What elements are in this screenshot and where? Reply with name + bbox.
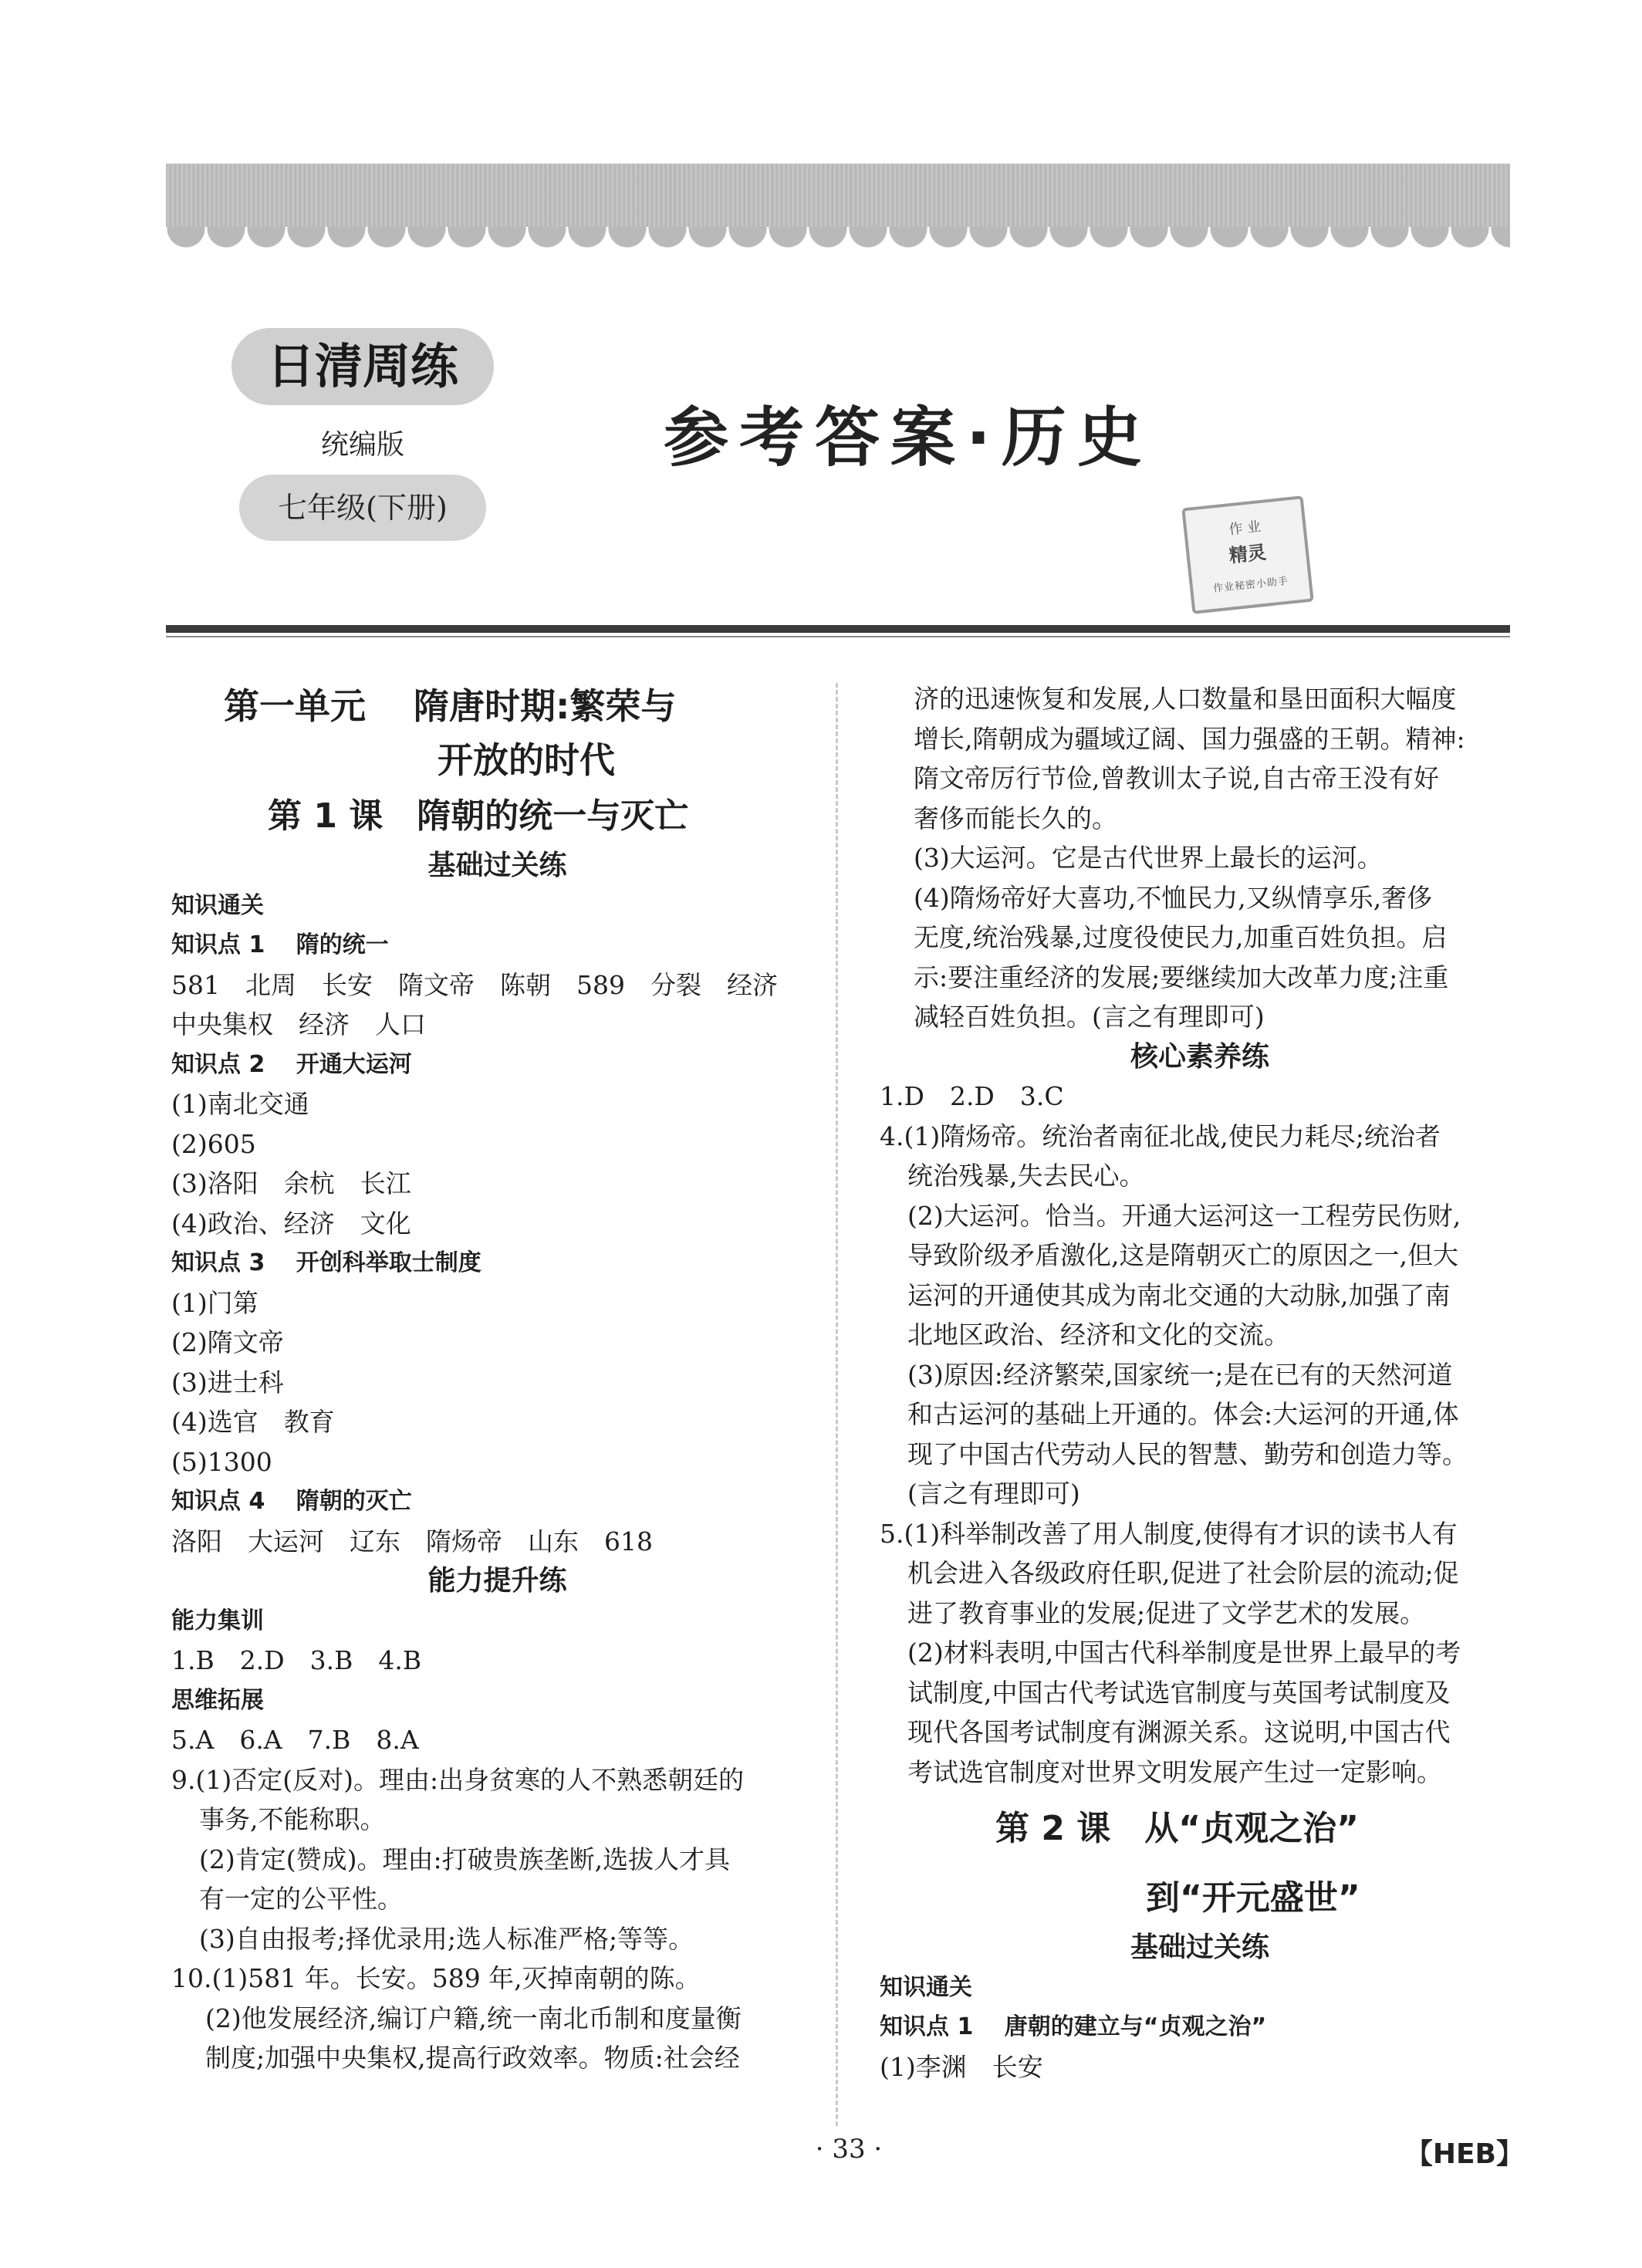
section-basic-2: 基础过关练: [1130, 1932, 1269, 1963]
stamp-line-2: 精灵: [1228, 540, 1268, 567]
section-ability: 能力提升练: [427, 1565, 567, 1597]
ability-answers: 1.B 2.D 3.B 4.B: [171, 1645, 422, 1675]
q10-line-1: 10.(1)581 年。长安。589 年,灭掉南朝的陈。: [171, 1963, 701, 1993]
unit-title-line1: 第一单元 隋唐时期:繁荣与: [224, 685, 677, 727]
stamp-line-1: 作 业: [1228, 519, 1262, 539]
knowledge-point-1: 知识点 1 隋的统一: [171, 931, 389, 958]
r-line-8: 示:要注重经济的发展;要继续加大改革力度;注重: [914, 962, 1449, 992]
q9-line-2: 事务,不能称职。: [199, 1804, 386, 1834]
r-line-1: 济的迅速恢复和发展,人口数量和垦田面积大幅度: [914, 684, 1457, 714]
knowledge-heading-2: 知识通关: [880, 1973, 972, 2001]
column-divider: [836, 683, 838, 2126]
r-line-7: 无度,统治残暴,过度役使民力,加重百姓负担。启: [914, 922, 1448, 952]
core-answers: 1.D 2.D 3.C: [880, 1081, 1064, 1111]
ability-heading: 能力集训: [171, 1607, 264, 1634]
right-column: [880, 679, 1520, 2087]
kp2-answer-1: (1)南北交通: [171, 1089, 309, 1119]
q4-line-9: 现了中国古代劳动人民的智慧、勤劳和创造力等。: [907, 1438, 1468, 1469]
kp3-answer-2: (2)隋文帝: [171, 1327, 284, 1357]
knowledge-heading: 知识通关: [171, 891, 264, 919]
r-line-6: (4)隋炀帝好大喜功,不恤民力,又纵情享乐,奢侈: [914, 882, 1433, 913]
q4-line-7: (3)原因:经济繁荣,国家统一;是在已有的天然河道: [907, 1359, 1453, 1390]
q5-line-7: 考试选官制度对世界文明发展产生过一定影响。: [907, 1756, 1442, 1787]
q5-line-3: 进了教育事业的发展;促进了文学艺术的发展。: [907, 1597, 1426, 1628]
grade-label: 七年级(下册): [239, 475, 486, 541]
q4-line-5: 运河的开通使其成为南北交通的大动脉,加强了南: [907, 1279, 1451, 1310]
kp2-answer-2: (2)605: [171, 1128, 256, 1159]
kp1-answer-2: 中央集权 经济 人口: [171, 1009, 426, 1039]
q4-line-10: (言之有理即可): [907, 1479, 1080, 1509]
knowledge-point-4: 知识点 4 隋朝的灭亡: [171, 1488, 412, 1515]
q5-line-5: 试制度,中国古代考试选官制度与英国考试制度及: [907, 1677, 1451, 1708]
q9-line-4: 有一定的公平性。: [199, 1884, 403, 1914]
r-line-3: 隋文帝厉行节俭,曾教训太子说,自古帝王没有好: [914, 763, 1439, 793]
unit-title-line2: 开放的时代: [438, 739, 615, 781]
kp3-answer-3: (3)进士科: [171, 1367, 284, 1398]
brand-name: 日清周练: [266, 338, 458, 394]
q5-line-4: (2)材料表明,中国古代科举制度是世界上最早的考: [907, 1638, 1461, 1668]
q4-line-2: 统治残暴,失去民心。: [907, 1161, 1145, 1191]
lesson-1-title: 第 1 课 隋朝的统一与灭亡: [268, 796, 689, 836]
knowledge-point-2: 知识点 2 开通大运河: [171, 1050, 412, 1078]
q4-line-6: 北地区政治、经济和文化的交流。: [907, 1320, 1289, 1350]
q5-line-2: 机会进入各级政府任职,促进了社会阶层的流动;促: [907, 1558, 1459, 1588]
r-line-9: 减轻百姓负担。(言之有理即可): [914, 1002, 1265, 1032]
q9-line-3: (2)肯定(赞成)。理由:打破贵族垄断,选拔人才具: [199, 1844, 731, 1874]
stamp-line-3: 作业秘密小助手: [1212, 575, 1289, 595]
q10-line-3: 制度;加强中央集权,提高行政效率。物质:社会经: [205, 2043, 740, 2073]
kp2-answer-4: (4)政治、经济 文化: [171, 1208, 411, 1239]
thinking-answers: 5.A 6.A 7.B 8.A: [171, 1725, 419, 1755]
kp3-answer-4: (4)选官 教育: [171, 1407, 335, 1437]
lesson-2-title-line2: 到“开元盛世”: [1146, 1878, 1360, 1918]
edition-label: 统编版: [320, 429, 404, 461]
header-rule: [166, 625, 1510, 633]
q4-line-4: 导致阶级矛盾激化,这是隋朝灭亡的原因之一,但大: [907, 1240, 1458, 1270]
header-rule-thin: [166, 636, 1510, 637]
watermark-stamp-icon: [1181, 495, 1314, 614]
q4-line-3: (2)大运河。恰当。开通大运河这一工程劳民伤财,: [907, 1200, 1461, 1231]
kp3-answer-5: (5)1300: [171, 1446, 272, 1477]
knowledge-point-3: 知识点 3 开创科举取士制度: [171, 1249, 481, 1276]
r-line-4: 奢侈而能长久的。: [914, 803, 1117, 833]
lesson2-kp1-answer-1: (1)李渊 长安: [880, 2051, 1043, 2082]
q9-line-5: (3)自由报考;择优录用;选人标准严格;等等。: [199, 1923, 694, 1954]
brand-logo: [231, 328, 494, 405]
q4-line-1: 4.(1)隋炀帝。统治者南征北战,使民力耗尽;统治者: [880, 1120, 1441, 1151]
publisher-tag: 【HEB】: [1404, 2138, 1524, 2170]
q9-line-1: 9.(1)否定(反对)。理由:出身贫寒的人不熟悉朝廷的: [171, 1764, 745, 1795]
kp1-answer-1: 581 北周 长安 隋文帝 陈朝 589 分裂 经济: [171, 969, 778, 1000]
q5-line-1: 5.(1)科举制改善了用人制度,使得有才识的读书人有: [880, 1518, 1458, 1549]
header-scallop-border: [166, 227, 1510, 262]
section-basic: 基础过关练: [427, 850, 567, 881]
kp4-answer-1: 洛阳 大运河 辽东 隋炀帝 山东 618: [171, 1526, 653, 1557]
kp2-answer-3: (3)洛阳 余杭 长江: [171, 1168, 411, 1198]
lesson-2-title-line1: 第 2 课 从“贞观之治”: [995, 1809, 1360, 1848]
lesson2-knowledge-point-1: 知识点 1 唐朝的建立与“贞观之治”: [880, 2013, 1267, 2040]
left-column: [171, 679, 823, 2078]
q10-line-2: (2)他发展经济,编订户籍,统一南北币制和度量衡: [205, 2003, 742, 2033]
section-core: 核心素养练: [1130, 1040, 1269, 1073]
kp3-answer-1: (1)门第: [171, 1287, 258, 1318]
page-title: 参考答案·历史: [664, 400, 1153, 475]
page-number: · 33 ·: [815, 2134, 883, 2165]
header-band: [166, 164, 1510, 227]
q5-line-6: 现代各国考试制度有渊源关系。这说明,中国古代: [907, 1717, 1451, 1747]
q4-line-8: 和古运河的基础上开通的。体会:大运河的开通,体: [907, 1399, 1459, 1429]
r-line-5: (3)大运河。它是古代世界上最长的运河。: [914, 843, 1383, 873]
r-line-2: 增长,隋朝成为疆域辽阔、国力强盛的王朝。精神:: [914, 723, 1465, 754]
thinking-heading: 思维拓展: [171, 1686, 264, 1714]
